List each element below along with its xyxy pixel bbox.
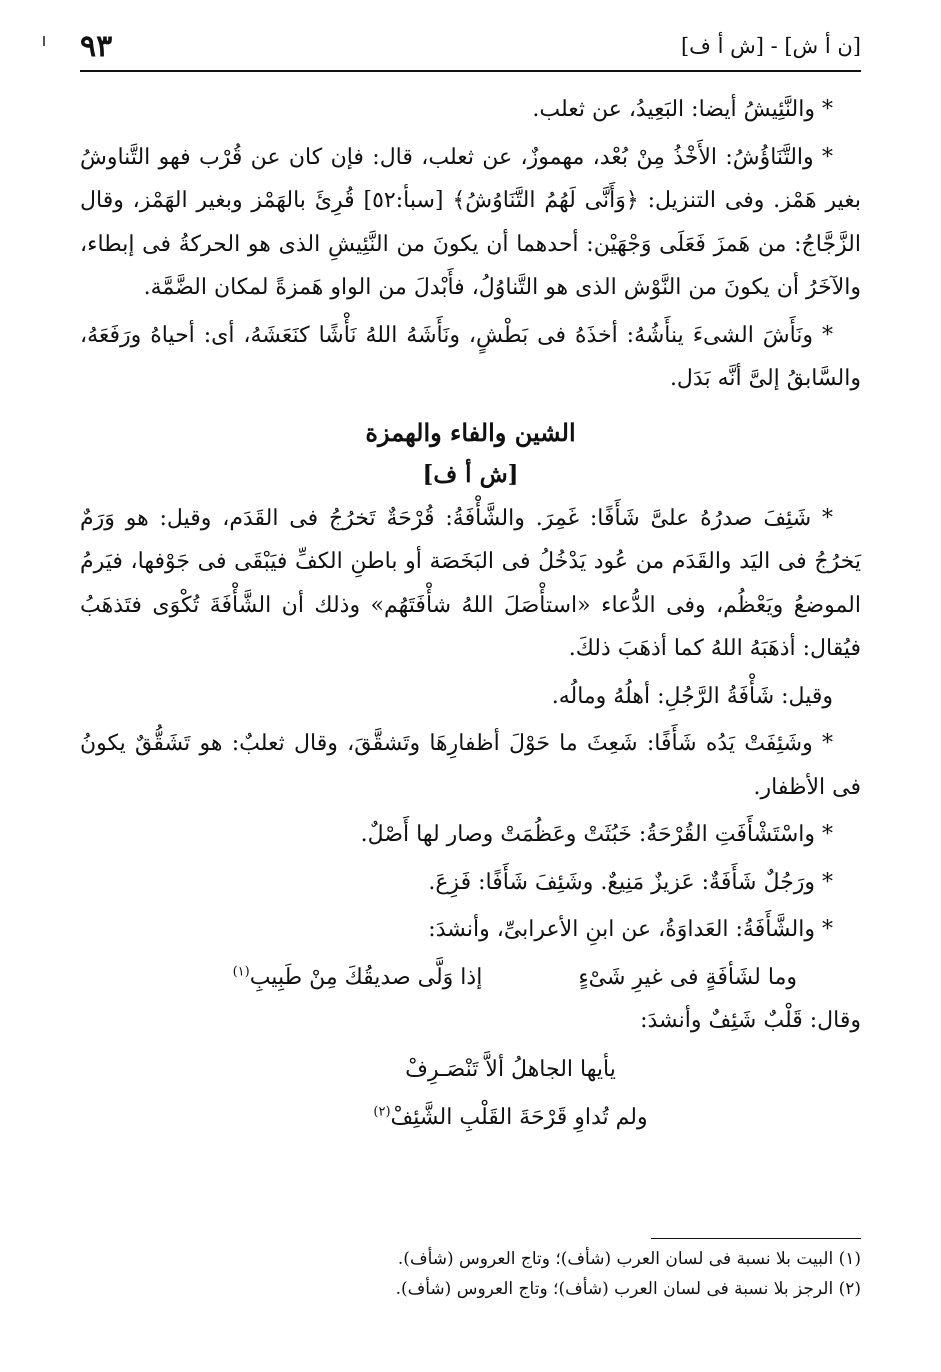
- header-rule: [80, 70, 861, 72]
- paragraph-rajul-shaafa: * ورَجُلٌ شَأَفَةٌ: عَزيزٌ مَنِيعٌ. وشَئِفَ شَأَفًا: فَزِعَ.: [428, 869, 833, 895]
- margin-mark: [43, 36, 45, 46]
- footnote-rule: [651, 1238, 861, 1239]
- footnote-1: (١) البيت بلا نسبة فى لسان العرب (شأف)؛ وتاج العروس (شأف).: [397, 1249, 861, 1269]
- footnotes: [80, 1244, 861, 1304]
- footnote-ref-2: (٢): [373, 1104, 391, 1120]
- rajaz-line-1: يأيها الجاهلُ ألاَّ تَنْصَـرِفْ: [405, 1057, 616, 1082]
- entry-title: [ش أ ف]: [422, 460, 519, 488]
- page-header: [80, 28, 861, 64]
- paragraph-qalb-shaif: وقال: قَلْبٌ شَئِفٌ وأنشدَ:: [640, 1007, 861, 1033]
- verse-second-hemistich-text: إذا وَلَّى صديقُكَ مِنْ طَبِيبِ: [249, 964, 483, 990]
- paragraph-shaifa: * شَئِفَ صدرُهُ علىَّ شَأَفًا: غَمِرَ. والشَّأْفَةُ: قُرْحَةٌ تَخرُجُ فى القَدَم، وقيل: هو وَرَمٌ يَخرُجُ فى اليَد والقَدَم من عُود يَدْخُلُ فى البَخَصَة أو باطنِ الكفِّ فيَبْقَى فى جَوْفها، فيَرمُ الموضعُ ويَعْظُم، وفى الدُّعاء «استأْصَلَ اللهُ شأْفَتَهُم» وذلك أن الشَّأْفَةَ تُكْوَى فتَذهَبُ فيُقال: أذهَبَهُ اللهُ كما أذهَبَ ذلكَ.: [80, 505, 861, 661]
- main-text: [80, 88, 861, 1142]
- page-number: ٩٣: [80, 28, 113, 64]
- paragraph-naash: * ونَأَشَ الشىءَ ينأَشُهُ: أخذَهُ فى بَطْشٍ، ونَأَشَهُ اللهُ نَأْشًا كنَعَشَهُ، أى: أحياهُ ورَفَعَهُ، والسَّابقُ إلىَّ أنَّه بَدَل.: [80, 322, 861, 391]
- footnote-ref-1: (١): [232, 964, 250, 980]
- verse-line-1: [80, 956, 861, 999]
- paragraph-shaifat-yaduh: * وشَئِفَتْ يَدُه شَأَفًا: شَعِثَ ما حَوْلَ أظفارِهَا وتَشقَّقَ، وقال ثعلبٌ: هو تَشَقُّقٌ يكونُ فى الأظفار.: [80, 731, 861, 800]
- paragraph-shafat-rajul: وقيل: شَأْفَةُ الرَّجُلِ: أهلُهُ ومالُه.: [551, 683, 833, 709]
- rajaz-line-2-text: ولم تُداوِ قَرْحَةَ القَلْبِ الشَّئِفْ: [390, 1105, 648, 1130]
- running-head: [ن أ ش] - [ش أ ف]: [680, 34, 861, 58]
- paragraph-istashafat: * واسْتَشْأَفَتِ القُرْحَةُ: خَبُثَتْ وعَظُمَتْ وصار لها أَصْلٌ.: [360, 822, 833, 847]
- section-title: الشين والفاء والهمزة: [365, 417, 576, 447]
- verse-first-hemistich: وما لشَأفَةٍ فى غيرِ شَىْءٍ: [578, 964, 797, 990]
- rajaz-line-2: [80, 1094, 861, 1142]
- paragraph-naish: * والنَّئِيشُ أيضا: البَعِيدُ، عن ثعلب.: [532, 97, 833, 122]
- verse-second-hemistich: [233, 956, 483, 999]
- paragraph-adawa: * والشَّأَفَةُ: العَداوَةُ، عن ابنِ الأعرابىِّ، وأنشدَ:: [428, 917, 833, 942]
- paragraph-tanaush: * والتَّنَاؤُشُ: الأَخْذُ مِنْ بُعْد، مهموزٌ، عن ثعلب، قال: فإن كان عن قُرْب فهو التَّناوشُ بغير هَمْز. وفى التنزيل: ﴿وَأَنَّى لَهُمُ التَّنَاوُشُ﴾ [سبأ:٥٢] قُرِئَ بالهَمْز وبغير الهَمْز، وقال الزَّجَّاجُ: من هَمزَ فَعَلَى وَجْهَيْن: أحدهما أن يكونَ من النَّئِيشِ الذى هو الحركةُ فى إبطاء، والآخَرُ أن يكونَ من النَّوْش الذى هو التَّناوُلُ، فأَبْدلَ من الواو هَمزةً لمكان الضَّمَّة.: [80, 144, 861, 300]
- footnote-2: (٢) الرجز بلا نسبة فى لسان العرب (شأف)؛ وتاج العروس (شأف).: [395, 1279, 861, 1299]
